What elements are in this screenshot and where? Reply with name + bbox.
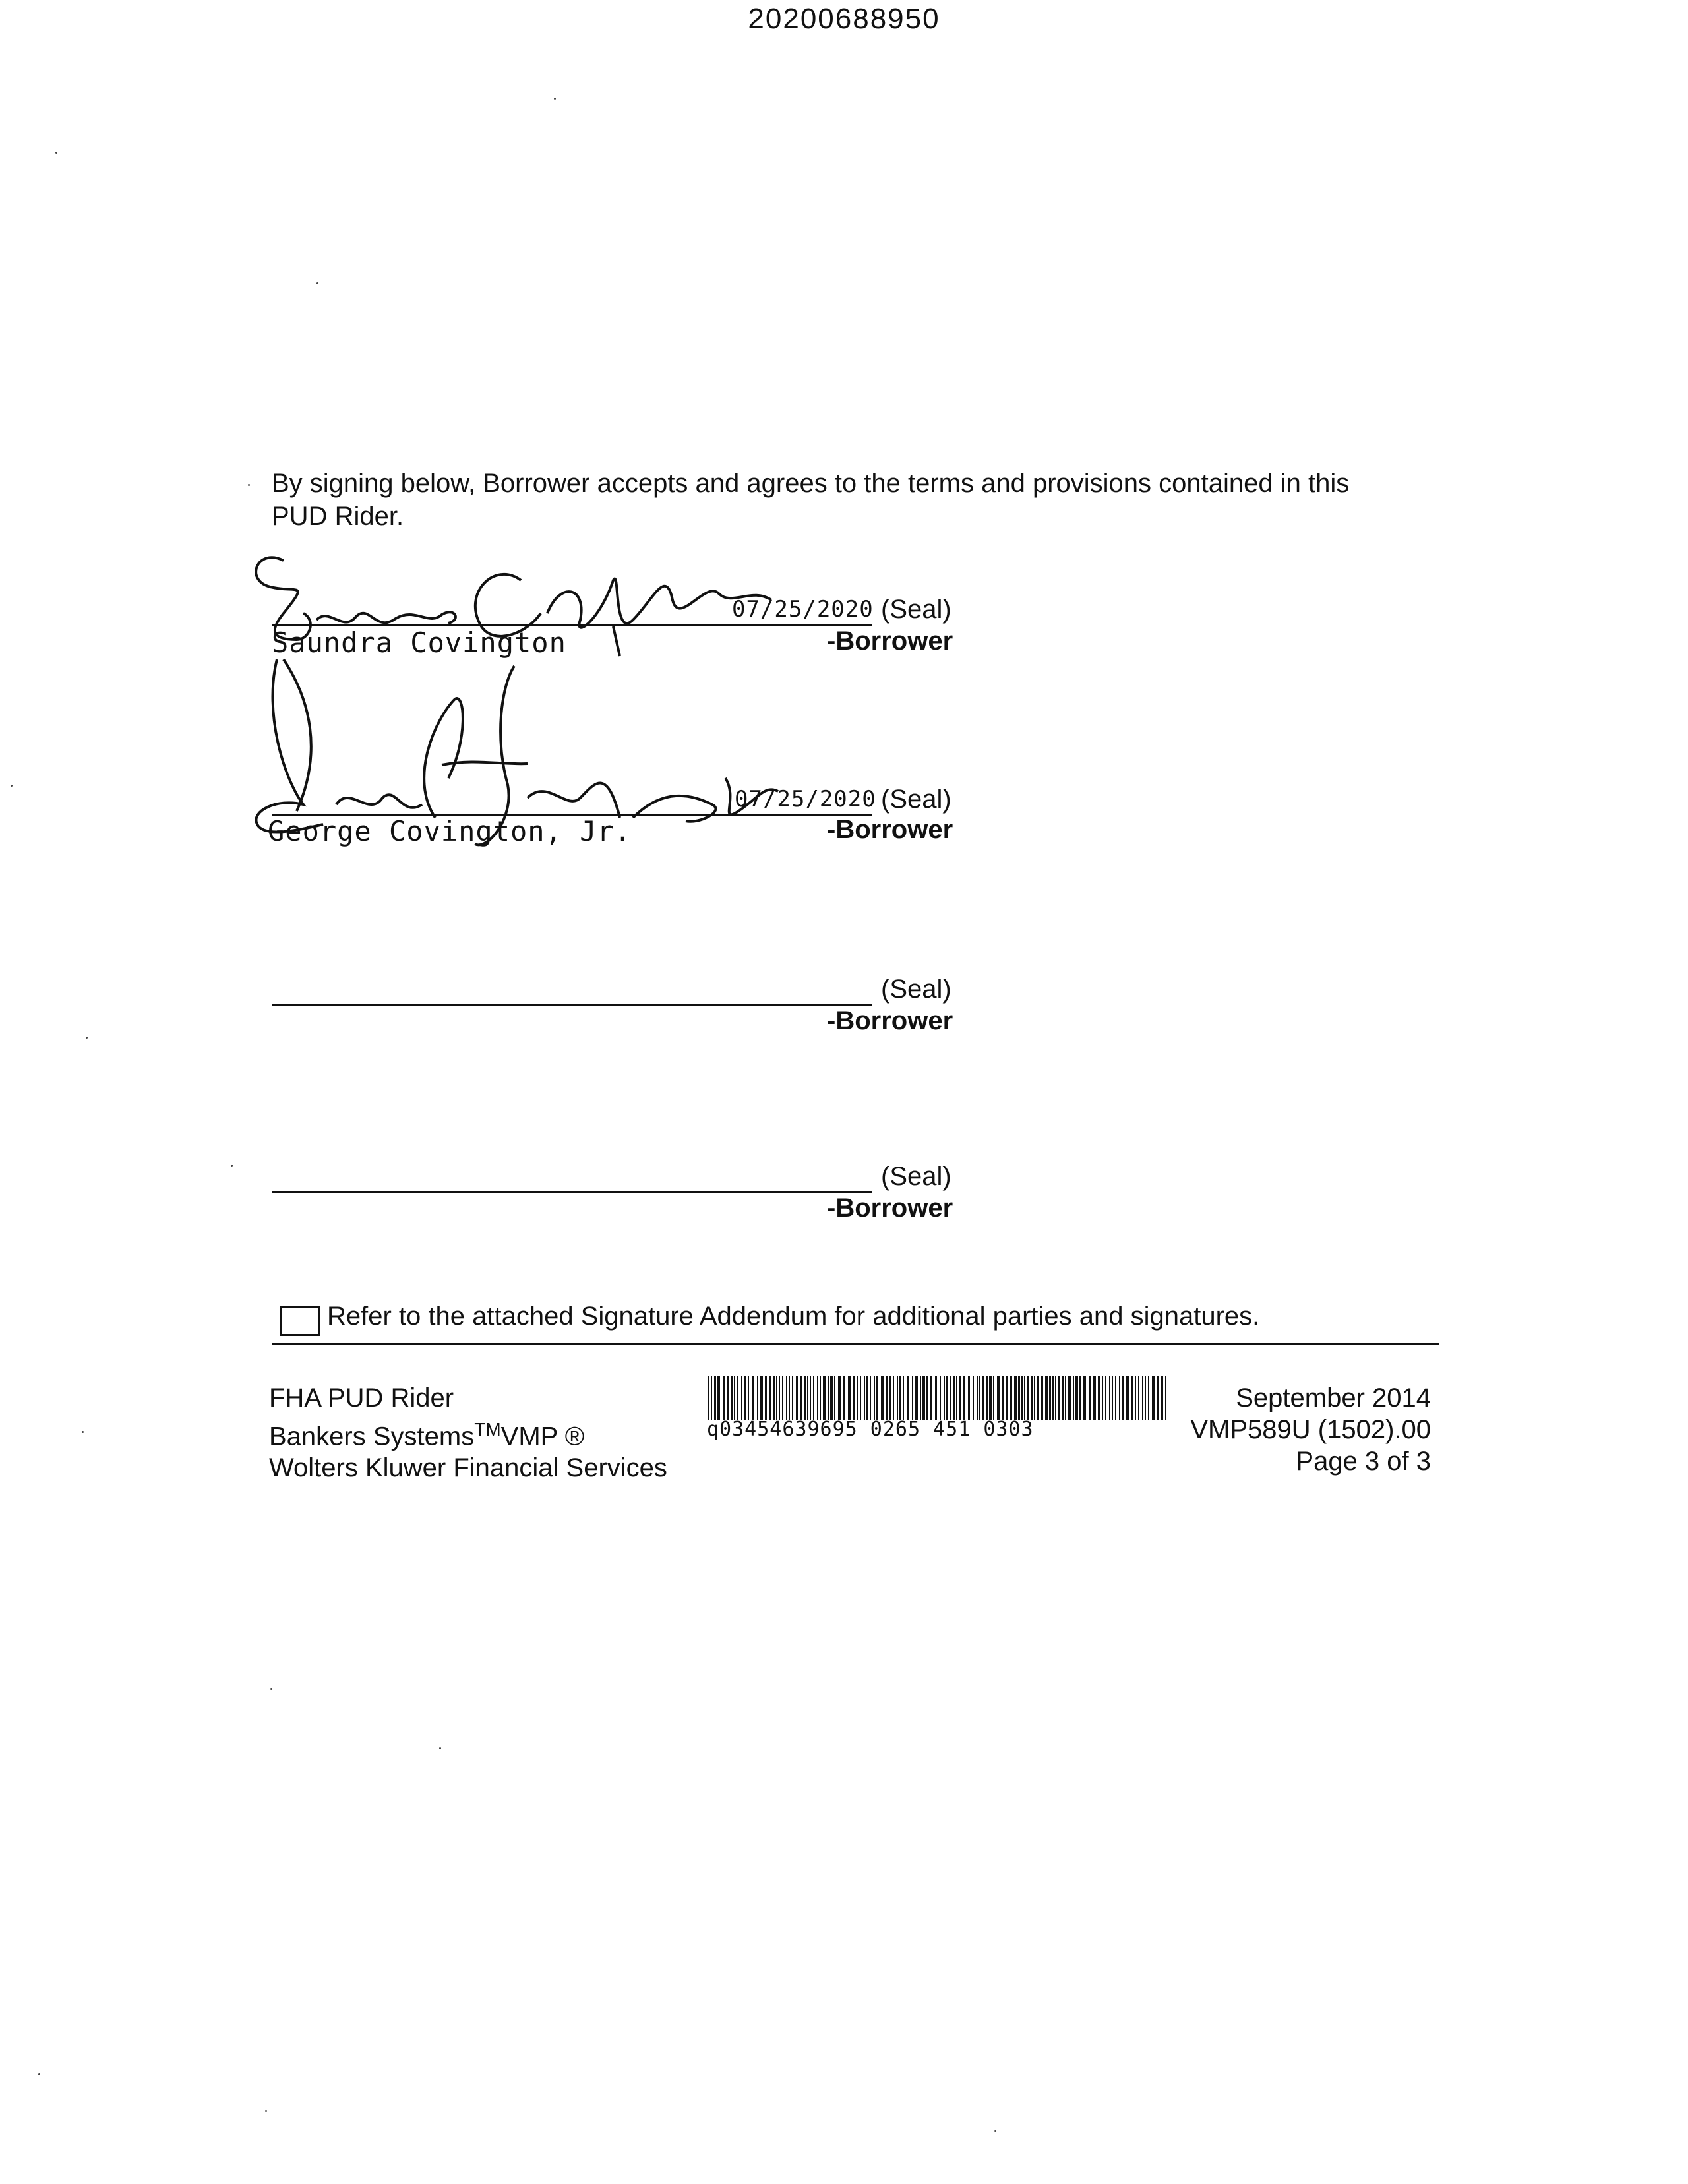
barcode-bar [1052, 1376, 1054, 1420]
signature-line [272, 1191, 872, 1193]
scan-speck [231, 1165, 233, 1167]
barcode-bar [804, 1376, 806, 1420]
footer-right [1190, 1382, 1431, 1477]
seal-label: (Seal) [881, 1162, 951, 1191]
barcode-bar [1157, 1376, 1159, 1420]
barcode-bar [1055, 1376, 1056, 1420]
barcode-bar [997, 1376, 1000, 1420]
barcode-bar [1027, 1376, 1029, 1420]
barcode-bar [757, 1376, 758, 1420]
barcode-bar [1075, 1376, 1078, 1420]
barcode-bar [1006, 1376, 1008, 1420]
barcode-bar [956, 1376, 957, 1420]
barcode-bar [810, 1376, 811, 1420]
barcode-bar [1079, 1376, 1081, 1420]
barcode-bar [857, 1376, 858, 1420]
barcode-bar [953, 1376, 955, 1420]
barcode-bar [899, 1376, 901, 1420]
barcode-bar [1010, 1376, 1012, 1420]
barcode-bar [1073, 1376, 1074, 1420]
barcode-bar [830, 1376, 833, 1420]
barcode-bar [926, 1376, 928, 1420]
barcode-bar [935, 1376, 937, 1420]
barcode-bar [870, 1376, 871, 1420]
barcode-bar [915, 1376, 918, 1420]
barcode-bar [1135, 1376, 1136, 1420]
barcode-bar [737, 1376, 738, 1420]
barcode-bar [1024, 1376, 1025, 1420]
barcode-bar [881, 1376, 884, 1420]
scan-speck [265, 2110, 267, 2112]
barcode-bar [1119, 1376, 1120, 1420]
barcode-bar [723, 1376, 725, 1420]
edition-date: September 2014 [1236, 1383, 1431, 1412]
barcode-bar [889, 1376, 891, 1420]
barcode-bar [979, 1376, 980, 1420]
signature-date: 07/25/2020 [735, 786, 876, 812]
barcode-bar [1062, 1376, 1064, 1420]
seal-label: (Seal) [881, 975, 951, 1004]
footer-divider [272, 1343, 1439, 1345]
barcode-bar [893, 1376, 894, 1420]
barcode-bar [1138, 1376, 1139, 1420]
barcode-bar [1018, 1376, 1020, 1420]
barcode-bar [769, 1376, 771, 1420]
barcode-bar [993, 1376, 994, 1420]
scan-speck [38, 2073, 40, 2075]
barcode-bar [1122, 1376, 1124, 1420]
barcode-bar [968, 1376, 970, 1420]
barcode-bar [714, 1376, 716, 1420]
barcode-bar [1142, 1376, 1143, 1420]
barcode-bar [1112, 1376, 1113, 1420]
borrower-role: -Borrower [827, 626, 953, 655]
scan-speck [439, 1747, 441, 1749]
barcode-bar [1041, 1376, 1043, 1420]
barcode-bar [930, 1376, 932, 1420]
barcode-bar [748, 1376, 749, 1420]
scan-speck [994, 2130, 996, 2132]
borrower-role: -Borrower [827, 815, 953, 844]
barcode-bar [1145, 1376, 1146, 1420]
publisher-line-1: Bankers Systems™VMP ® [269, 1419, 585, 1451]
barcode-bar [1014, 1376, 1017, 1420]
scan-speck [270, 1688, 272, 1690]
barcode-bar [1034, 1376, 1035, 1420]
barcode [707, 1376, 1168, 1420]
barcode-bar [817, 1376, 818, 1420]
barcode-bar [959, 1376, 961, 1420]
barcode-bar [834, 1376, 835, 1420]
barcode-bar [789, 1376, 790, 1420]
barcode-bar [907, 1376, 909, 1420]
barcode-bar [940, 1376, 941, 1420]
barcode-bar [1152, 1376, 1155, 1420]
barcode-bar [807, 1376, 808, 1420]
signature-date: 07/25/2020 [732, 596, 874, 622]
borrower-role: -Borrower [827, 1006, 953, 1035]
barcode-bar [792, 1376, 793, 1420]
barcode-bar [1065, 1376, 1066, 1420]
scan-speck [82, 1431, 84, 1433]
publisher-line-2: Wolters Kluwer Financial Services [269, 1453, 667, 1483]
barcode-bar [773, 1376, 775, 1420]
barcode-bar [828, 1376, 829, 1420]
barcode-bar [874, 1376, 875, 1420]
barcode-bar [776, 1376, 777, 1420]
barcode-bar [1109, 1376, 1110, 1420]
barcode-text: q03454639695 0265 451 0303 [707, 1418, 1034, 1441]
barcode-bar [1031, 1376, 1033, 1420]
barcode-bar [1049, 1376, 1051, 1420]
addendum-text: Refer to the attached Signature Addendum for additional parties and signatures. [327, 1302, 1260, 1331]
barcode-bar [950, 1376, 951, 1420]
footer-left [269, 1382, 667, 1484]
borrower-name: George Covington, Jr. [268, 815, 632, 847]
intro-text: By signing below, Borrower accepts and agrees to the terms and provisions contained in this PUD Rider. [272, 469, 1350, 531]
barcode-bar [903, 1376, 904, 1420]
page-number: Page 3 of 3 [1296, 1447, 1431, 1476]
barcode-bar [982, 1376, 984, 1420]
barcode-bar [944, 1376, 945, 1420]
signature-line [272, 624, 872, 626]
barcode-bar [1148, 1376, 1149, 1420]
barcode-bar [800, 1376, 802, 1420]
barcode-bar [813, 1376, 814, 1420]
barcode-bar [727, 1376, 729, 1420]
scan-speck [86, 1037, 88, 1039]
barcode-bar [848, 1376, 851, 1420]
barcode-bar [1105, 1376, 1106, 1420]
scan-speck [248, 484, 250, 486]
barcode-bar [1093, 1376, 1096, 1420]
barcode-bar [1115, 1376, 1116, 1420]
barcode-bar [897, 1376, 898, 1420]
barcode-bar [1102, 1376, 1103, 1420]
barcode-bar [1002, 1376, 1004, 1420]
barcode-bar [843, 1376, 845, 1420]
barcode-bar [989, 1376, 992, 1420]
barcode-bar [1131, 1376, 1133, 1420]
scan-speck [11, 785, 13, 787]
barcode-bar [1037, 1376, 1039, 1420]
barcode-bar [963, 1376, 965, 1420]
barcode-bar [1126, 1376, 1129, 1420]
barcode-bar [1160, 1376, 1163, 1420]
barcode-bar [1058, 1376, 1060, 1420]
barcode-bar [838, 1376, 841, 1420]
barcode-bar [1045, 1376, 1048, 1420]
scan-speck [554, 98, 556, 100]
barcode-bar [708, 1376, 709, 1420]
barcode-bar [946, 1376, 948, 1420]
barcode-bar [796, 1376, 798, 1420]
barcode-bar [1165, 1376, 1166, 1420]
barcode-bar [782, 1376, 783, 1420]
borrower-role: -Borrower [827, 1194, 953, 1223]
barcode-bar [1083, 1376, 1086, 1420]
document-number: 20200688950 [748, 3, 940, 35]
scan-speck [55, 152, 57, 154]
barcode-bar [717, 1376, 720, 1420]
barcode-bar [973, 1376, 974, 1420]
barcode-bar [731, 1376, 733, 1420]
barcode-bar [744, 1376, 746, 1420]
barcode-bar [1089, 1376, 1091, 1420]
barcode-bar [786, 1376, 787, 1420]
barcode-bar [860, 1376, 861, 1420]
barcode-bar [886, 1376, 888, 1420]
barcode-bar [866, 1376, 868, 1420]
barcode-bar [922, 1376, 925, 1420]
scan-speck [316, 282, 318, 284]
barcode-bar [823, 1376, 826, 1420]
barcode-bar [779, 1376, 780, 1420]
seal-label: (Seal) [881, 785, 951, 814]
barcode-bar [912, 1376, 913, 1420]
barcode-bar [734, 1376, 735, 1420]
barcode-bar [1098, 1376, 1100, 1420]
barcode-bar [711, 1376, 712, 1420]
barcode-bar [760, 1376, 763, 1420]
form-code: VMP589U (1502).00 [1190, 1415, 1431, 1444]
barcode-bar [1068, 1376, 1071, 1420]
barcode-bar [820, 1376, 821, 1420]
barcode-bar [920, 1376, 921, 1420]
seal-label: (Seal) [881, 595, 951, 624]
barcode-bar [1021, 1376, 1023, 1420]
signature-line [272, 1004, 872, 1006]
barcode-bar [986, 1376, 988, 1420]
barcode-bar [876, 1376, 878, 1420]
form-name: FHA PUD Rider [269, 1383, 454, 1412]
barcode-bar [765, 1376, 767, 1420]
barcode-bar [752, 1376, 754, 1420]
barcode-bar [853, 1376, 855, 1420]
barcode-bar [977, 1376, 978, 1420]
signature-addendum-checkbox[interactable] [280, 1306, 320, 1336]
trademark-symbol: TM [474, 1419, 501, 1440]
barcode-bar [741, 1376, 742, 1420]
borrower-name: Saundra Covington [272, 626, 566, 659]
barcode-bar [864, 1376, 865, 1420]
